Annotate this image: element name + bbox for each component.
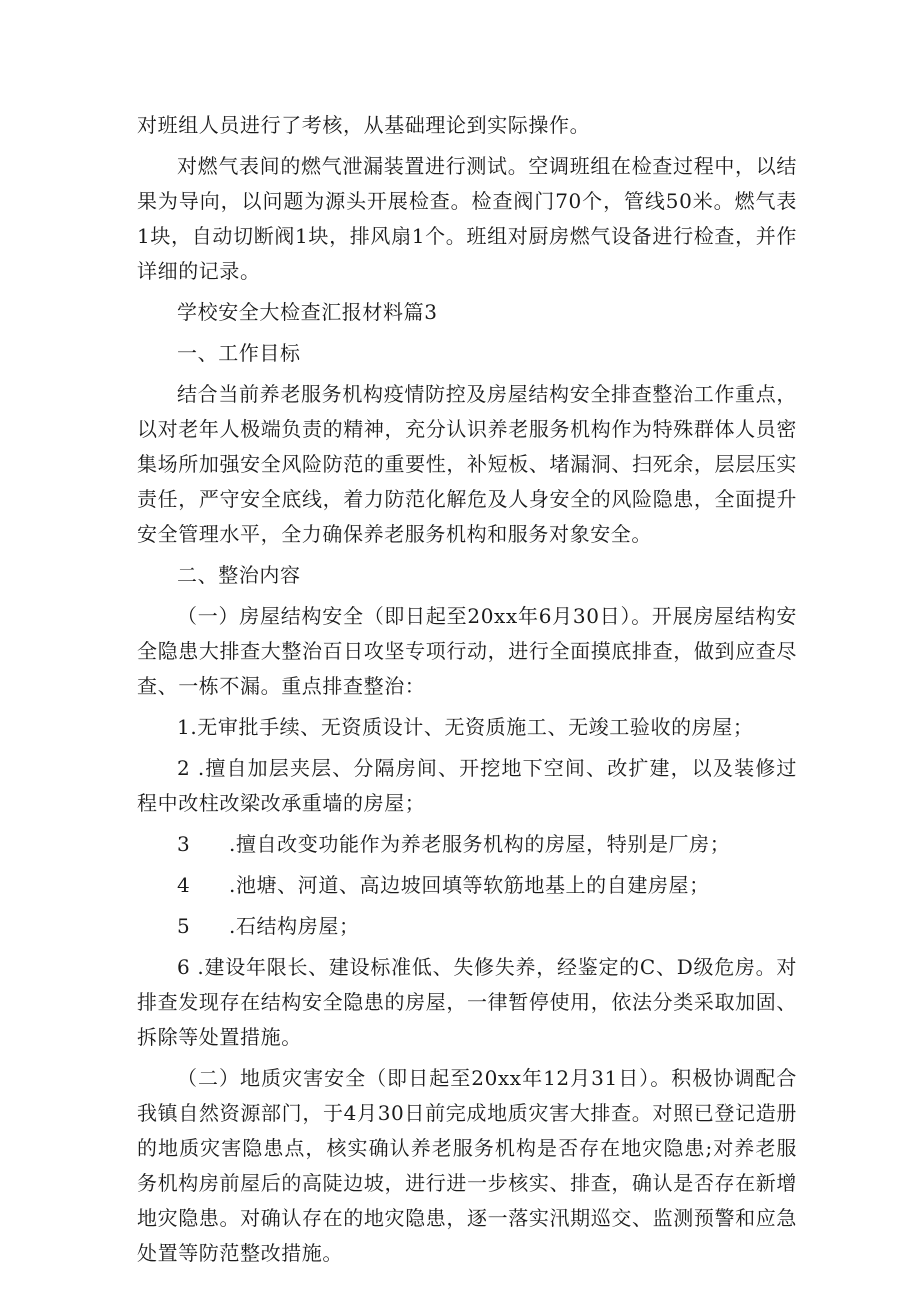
list-item-6: 6 .建设年限长、建设标准低、失修失养，经鉴定的C、D级危房。对排查发现存在结构安全隐患的房屋，一律暂停使用，依法分类采取加固、拆除等处置措施。 — [137, 955, 797, 1049]
heading-rectification-content: 二、整治内容 — [177, 563, 301, 587]
list-item-2: 2 .擅自加层夹层、分隔房间、开挖地下空间、改扩建，以及装修过程中改柱改梁改承重墙的房屋； — [137, 756, 797, 815]
heading-work-goals: 一、工作目标 — [177, 341, 301, 365]
list-item-5 — [137, 909, 797, 944]
list-item-3 — [137, 827, 797, 862]
list-text: .石结构房屋； — [229, 914, 360, 938]
list-text: .池塘、河道、高边坡回填等软筋地基上的自建房屋； — [229, 873, 710, 897]
list-number: 3 — [177, 832, 191, 856]
list-text: .擅自改变功能作为养老服务机构的房屋，特别是厂房； — [229, 832, 731, 856]
paragraph-gas-test: 对燃气表间的燃气泄漏装置进行测试。空调班组在检查过程中，以结果为导向，以问题为源头开展检查。检查阀门70个，管线50米。燃气表1块，自动切断阀1块，排风扇1个。班组对厨房燃气设备进行检查，并作详细的记录。 — [137, 154, 797, 283]
list-number: 4 — [177, 873, 191, 897]
list-item-1: 1.无审批手续、无资质设计、无资质施工、无竣工验收的房屋； — [177, 715, 754, 739]
section-title: 学校安全大检查汇报材料篇3 — [177, 300, 438, 324]
list-item-4 — [137, 868, 797, 903]
paragraph-geological-safety: （二）地质灾害安全（即日起至20xx年12月31日）。积极协调配合我镇自然资源部门，于4月30日前完成地质灾害大排查。对照已登记造册的地质灾害隐患点，核实确认养老服务机构是否存在地灾隐患;对养老服务机构房前屋后的高陡边坡，进行进一步核实、排查，确认是否存在新增地灾隐患。对确认存在的地灾隐患，逐一落实汛期巡交、监测预警和应急处置等防范整改措施。 — [137, 1066, 797, 1265]
paragraph-exam: 对班组人员进行了考核，从基础理论到实际操作。 — [137, 113, 591, 137]
paragraph-housing-safety: （一）房屋结构安全（即日起至20xx年6月30日）。开展房屋结构安全隐患大排查大整治百日攻坚专项行动，进行全面摸底排查，做到应查尽查、一栋不漏。重点排查整治： — [137, 604, 797, 698]
list-number: 5 — [177, 914, 191, 938]
document-body — [137, 108, 797, 1277]
paragraph-goals: 结合当前养老服务机构疫情防控及房屋结构安全排查整治工作重点，以对老年人极端负责的精神，充分认识养老服务机构作为特殊群体人员密集场所加强安全风险防范的重要性，补短板、堵漏洞、扫死余，层层压实责任，严守安全底线，着力防范化解危及人身安全的风险隐患，全面提升安全管理水平，全力确保养老服务机构和服务对象安全。 — [137, 382, 797, 546]
